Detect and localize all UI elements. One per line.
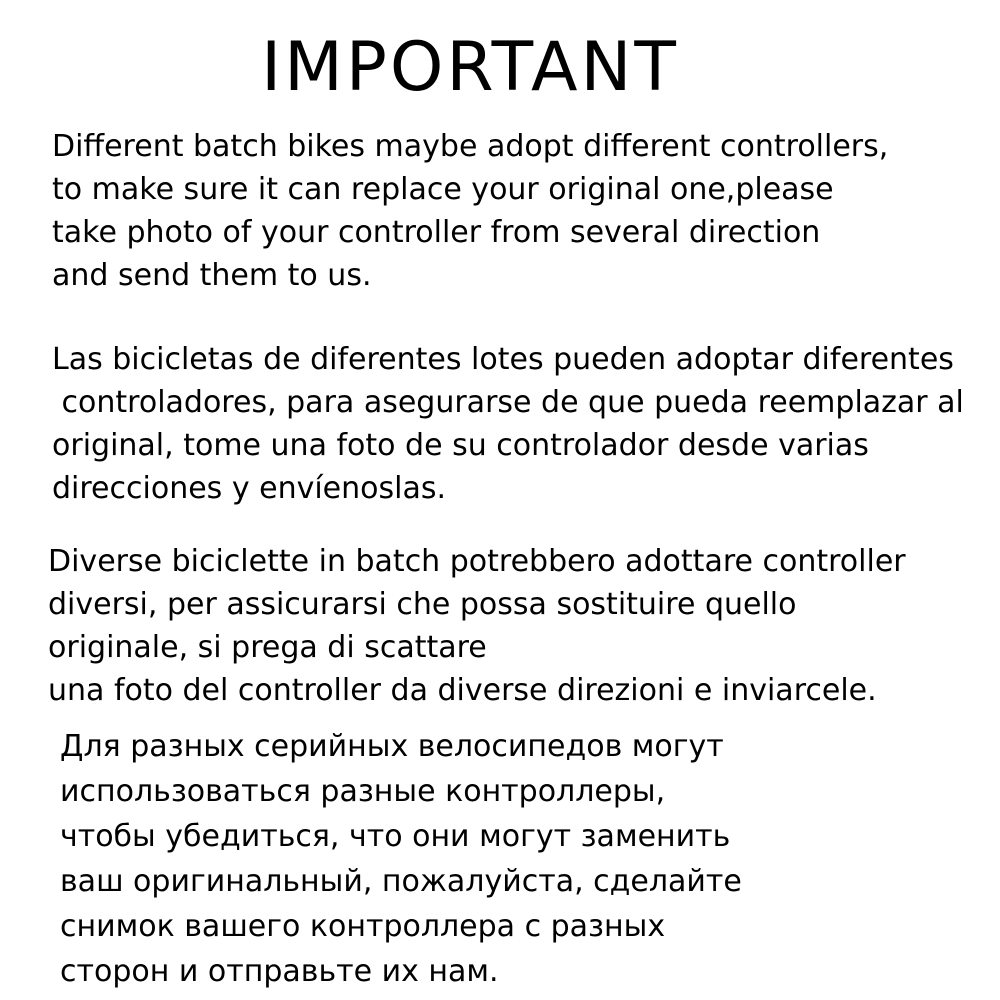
- page-title: IMPORTANT: [261, 28, 679, 107]
- text-line: originale, si prega di scattare: [48, 630, 487, 665]
- paragraph-italian: [48, 540, 906, 712]
- text-line: Для разных серийных велосипедов могут: [60, 729, 724, 764]
- text-line: take photo of your controller from several direction: [52, 215, 821, 250]
- text-line: ваш оригинальный, пожалуйста, сделайте: [60, 864, 742, 899]
- text-line: сторон и отправьте их нам.: [60, 954, 499, 989]
- text-line: original, tome una foto de su controlador desde varias: [52, 428, 869, 463]
- paragraph-english: [52, 125, 888, 297]
- text-line: снимок вашего контроллера с разных: [60, 909, 666, 944]
- text-line: чтобы убедиться, что они могут заменить: [60, 819, 731, 854]
- text-line: Diverse biciclette in batch potrebbero adottare controller: [48, 544, 906, 579]
- text-line: una foto del controller da diverse direzioni e inviarcele.: [48, 673, 877, 708]
- text-line: controladores, para asegurarse de que pueda reemplazar al: [52, 385, 964, 420]
- text-line: and send them to us.: [52, 258, 372, 293]
- text-line: diversi, per assicurarsi che possa sostituire quello: [48, 587, 797, 622]
- text-line: direcciones y envíenoslas.: [52, 471, 447, 506]
- text-line: Different batch bikes maybe adopt different controllers,: [52, 129, 889, 164]
- text-line: Las bicicletas de diferentes lotes pueden adoptar diferentes: [52, 342, 954, 377]
- text-line: использоваться разные контроллеры,: [60, 774, 666, 809]
- text-line: to make sure it can replace your original one,please: [52, 172, 834, 207]
- paragraph-spanish: [52, 338, 964, 510]
- paragraph-russian: [60, 724, 742, 994]
